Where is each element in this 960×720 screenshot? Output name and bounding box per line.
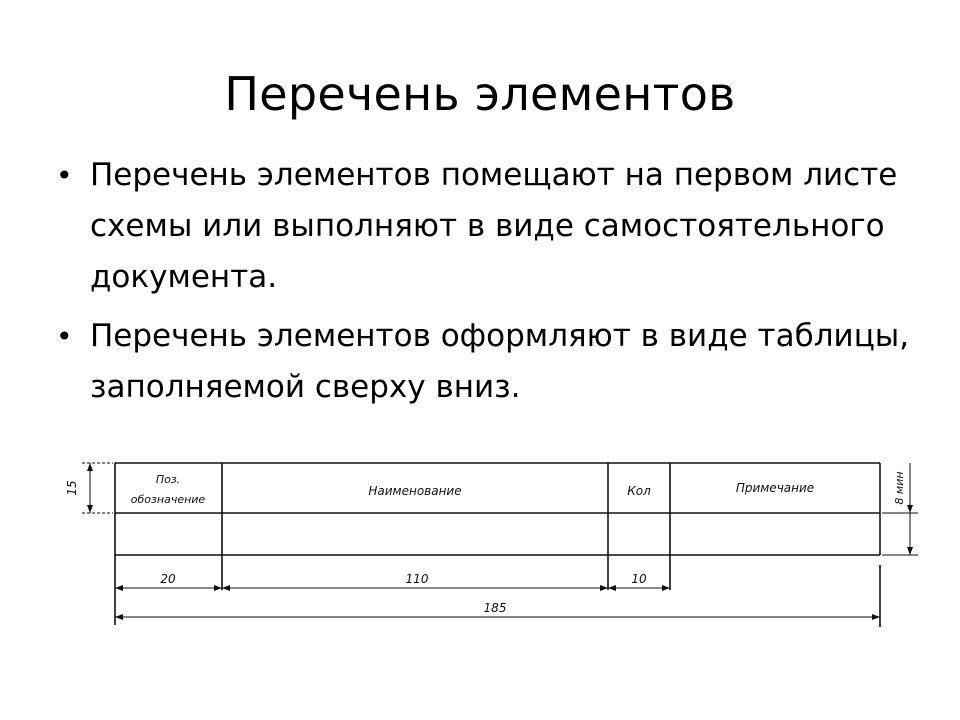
dim-col3-width: 10 <box>631 572 647 586</box>
header-name: Наименование <box>368 484 462 498</box>
bullet-dot-icon: • <box>56 159 73 192</box>
dim-row-height: 8 мин <box>893 471 906 505</box>
bullet-item <box>50 311 910 413</box>
bullet-text: Перечень элементов оформляют в виде таблицы, заполняемой сверху вниз. <box>90 318 910 405</box>
dim-total-width: 185 <box>483 601 507 615</box>
bullet-dot-icon: • <box>56 320 73 353</box>
bullet-text: Перечень элементов помещают на первом листе схемы или выполняют в виде самостоятельного документа. <box>90 157 898 295</box>
dim-header-height: 15 <box>65 480 79 496</box>
dim-col2-width: 110 <box>405 572 429 586</box>
header-pos-line1: Поз. <box>155 473 181 486</box>
bullet-list <box>50 150 910 421</box>
dim-col1-width: 20 <box>160 572 176 586</box>
header-qty: Кол <box>627 484 651 498</box>
slide-title: Перечень элементов <box>224 67 736 121</box>
element-list-table-drawing <box>60 455 930 635</box>
bullet-item <box>50 150 910 303</box>
header-pos-line2: обозначение <box>130 493 206 506</box>
header-note: Примечание <box>735 481 815 495</box>
